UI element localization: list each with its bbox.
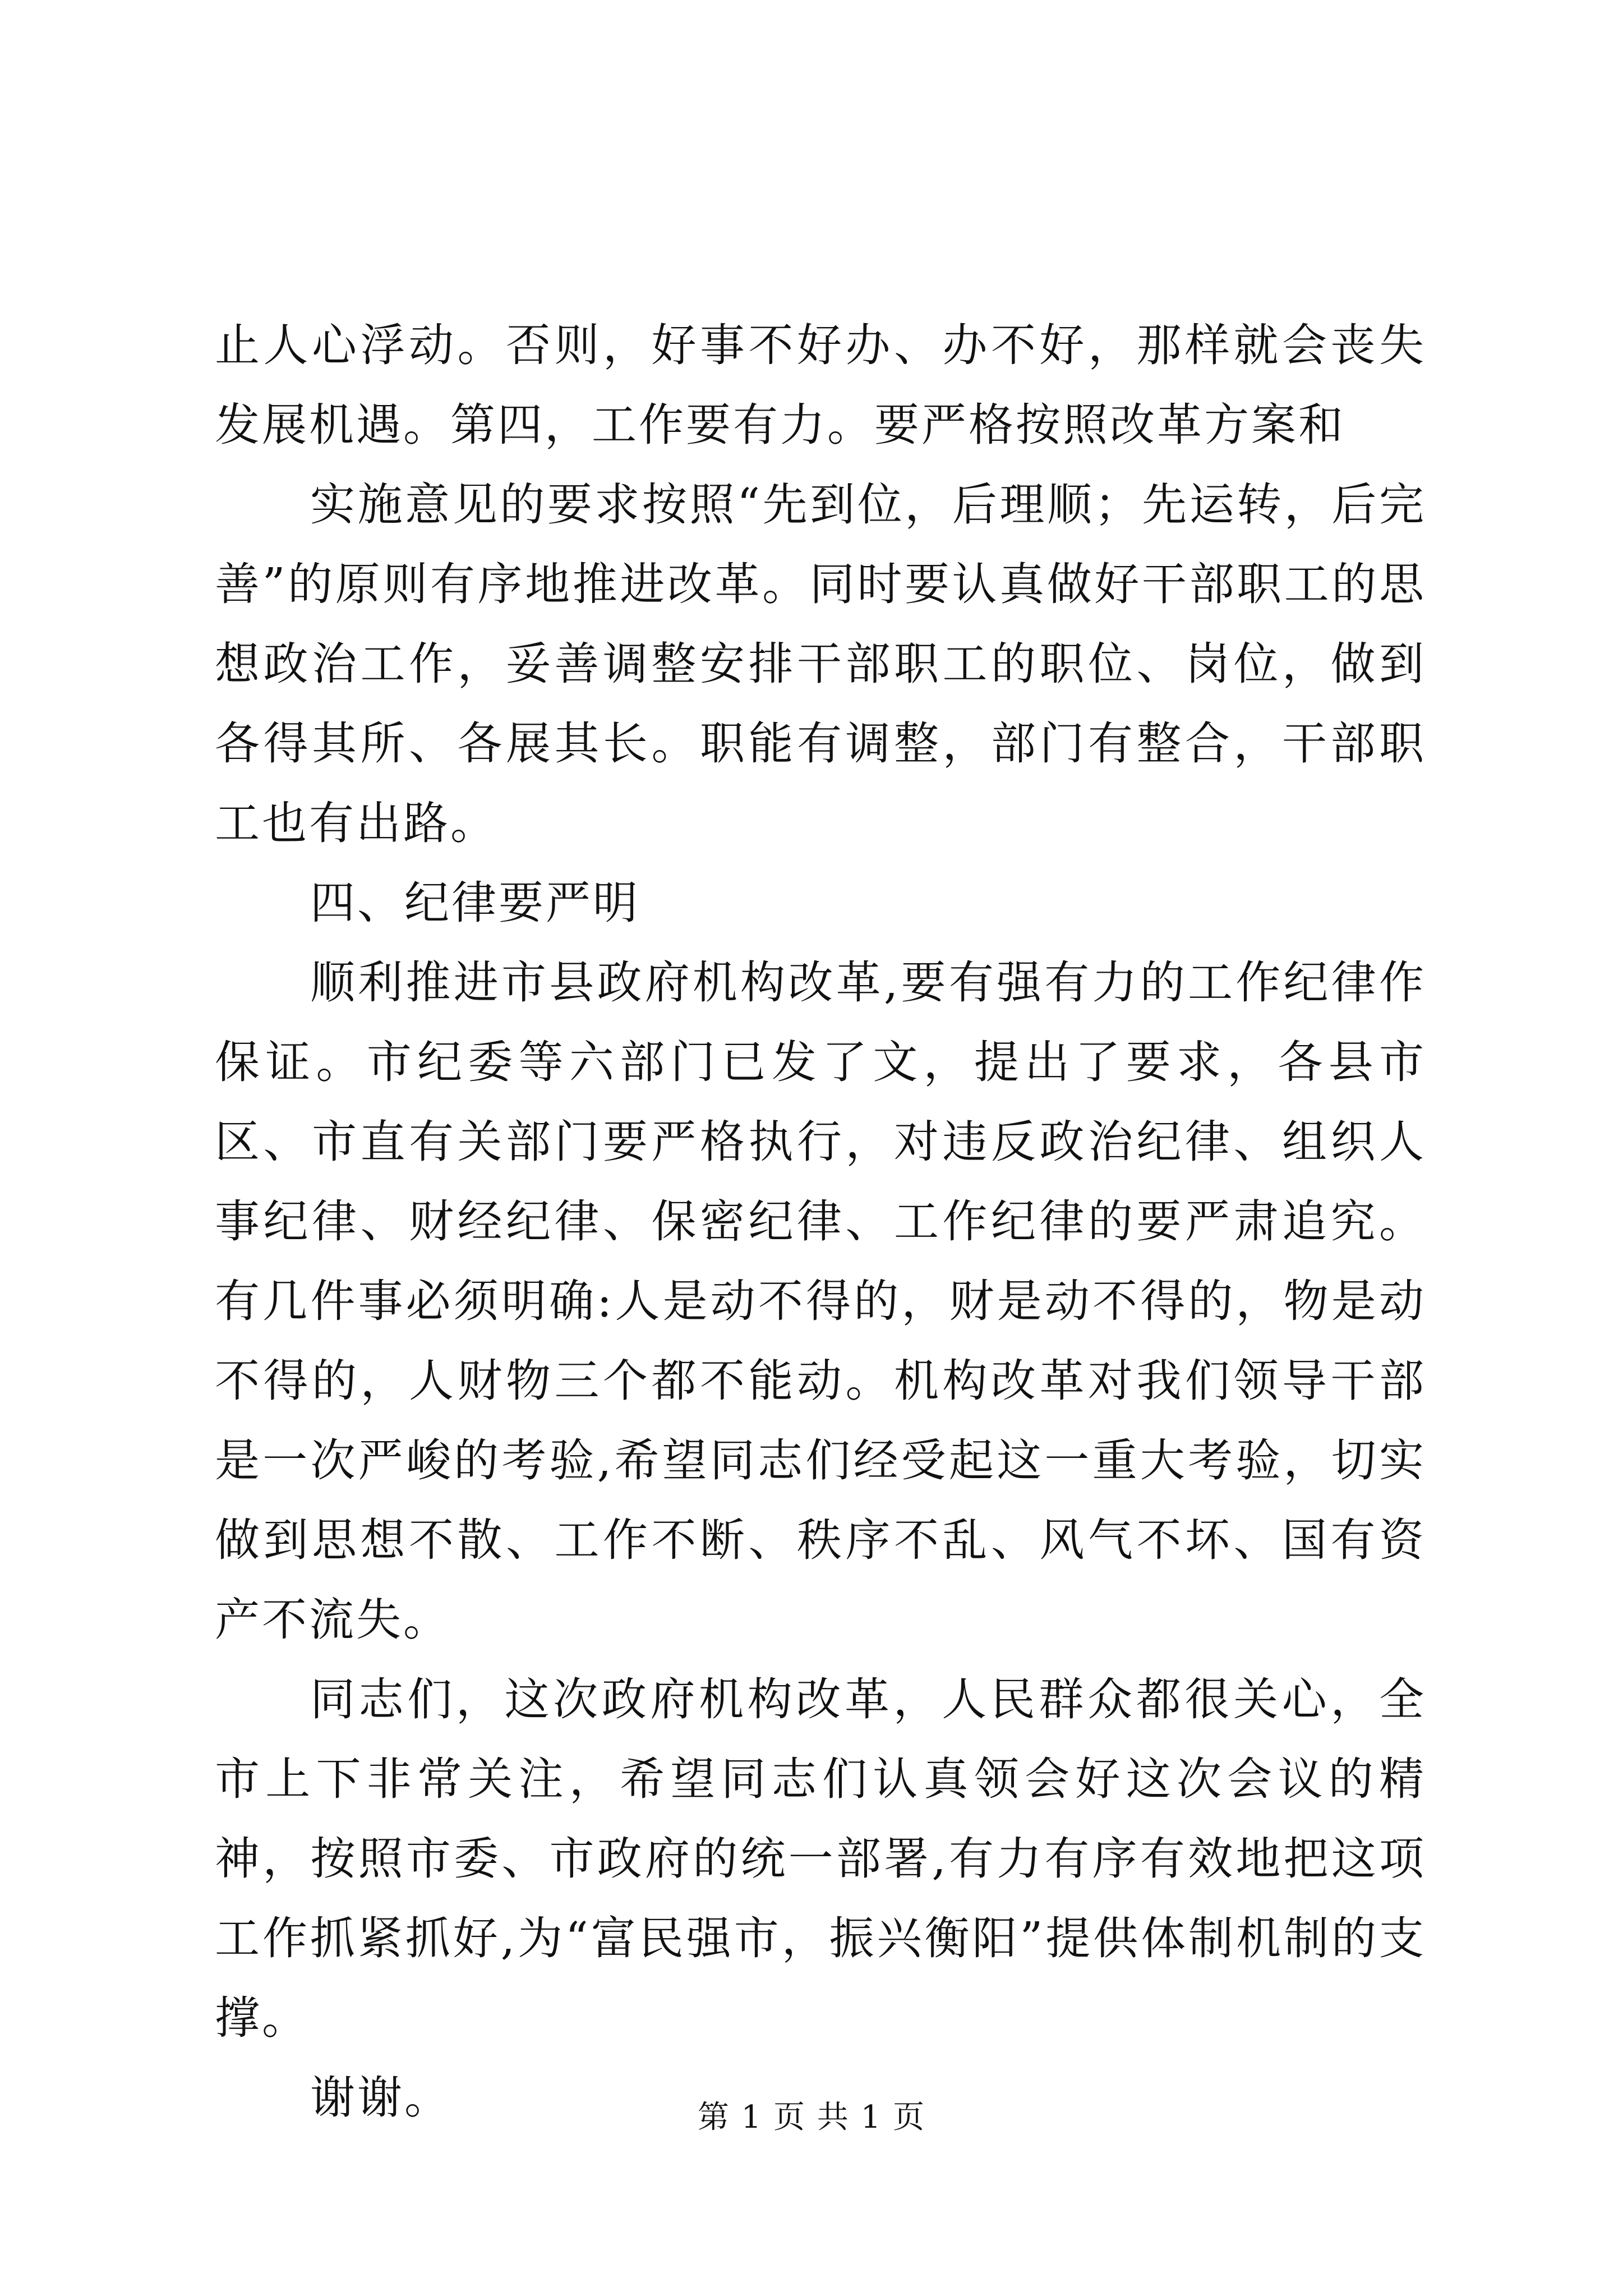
paragraph-1: 止人心浮动。否则，好事不好办、办不好，那样就会丧失发展机遇。第四，工作要有力。要严格按照改革方案和 bbox=[215, 319, 1426, 451]
paragraph-4: 同志们，这次政府机构改革，人民群众都很关心，全市上下非常关注，希望同志们认真领会好这次会议的精神，按照市委、市政府的统一部署,有力有序有效地把这项工作抓紧抓好,为“富民强市，振兴衡阳”提供体制机制的支撑。 bbox=[215, 1673, 1426, 2044]
paragraph-2: 实施意见的要求按照“先到位，后理顺；先运转，后完善”的原则有序地推进改革。同时要认真做好干部职工的思想政治工作，妥善调整安排干部职工的职位、岗位，做到各得其所、各展其长。职能有调整，部门有整合，干部职工也有出路。 bbox=[215, 478, 1426, 849]
page-footer: 第 1 页 共 1 页 bbox=[697, 2099, 926, 2136]
document-body bbox=[215, 306, 1426, 2138]
paragraph-3: 顺利推进市县政府机构改革,要有强有力的工作纪律作保证。市纪委等六部门已发了文，提出了要求，各县市区、市直有关部门要严格执行，对违反政治纪律、组织人事纪律、财经纪律、保密纪律、工作纪律的要严肃追究。有几件事必须明确:人是动不得的，财是动不得的，物是动不得的，人财物三个都不能动。机构改革对我们领导干部是一次严峻的考验,希望同志们经受起这一重大考验，切实做到思想不散、工作不断、秩序不乱、风气不坏、国有资产不流失。 bbox=[215, 956, 1426, 1646]
closing-thanks: 谢谢。 bbox=[310, 2072, 451, 2124]
section-heading-discipline: 四、纪律要严明 bbox=[310, 877, 640, 929]
